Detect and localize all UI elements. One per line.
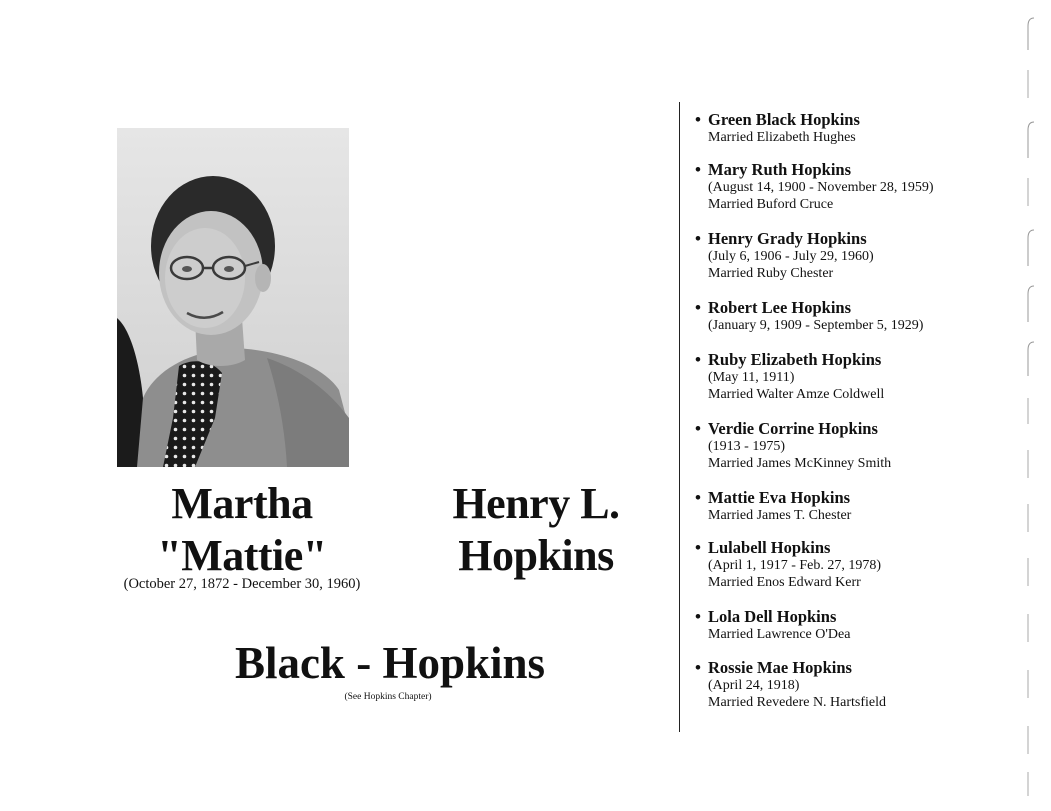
child-detail: (July 6, 1906 - July 29, 1960)	[708, 249, 874, 264]
child-name: • Lola Dell Hopkins	[708, 607, 837, 626]
portrait-photo	[117, 128, 349, 467]
child-entry	[695, 658, 1025, 711]
child-detail: (April 24, 1918)	[708, 678, 800, 693]
name-martha-line1: Martha	[171, 479, 313, 528]
child-name: • Henry Grady Hopkins	[708, 229, 867, 248]
child-entry	[695, 607, 1025, 643]
child-detail: Married Walter Amze Coldwell	[708, 387, 885, 402]
martha-dates: (October 27, 1872 - December 30, 1960)	[123, 576, 361, 592]
child-name: • Green Black Hopkins	[708, 110, 860, 129]
child-detail: (April 1, 1917 - Feb. 27, 1978)	[708, 558, 882, 573]
see-chapter-note: (See Hopkins Chapter)	[344, 692, 432, 702]
column-divider	[679, 102, 680, 732]
family-title: Black - Hopkins	[234, 638, 546, 688]
child-entry	[695, 350, 1025, 403]
name-martha-line2: "Mattie"	[157, 531, 327, 580]
child-detail: (1913 - 1975)	[708, 439, 785, 454]
child-detail: (August 14, 1900 - November 28, 1959)	[708, 180, 934, 195]
binder-edge-marks	[1024, 10, 1038, 800]
child-detail: Married Revedere N. Hartsfield	[708, 695, 887, 710]
name-henry-hopkins	[418, 478, 654, 582]
child-detail: Married Buford Cruce	[708, 197, 834, 212]
child-detail: Married Elizabeth Hughes	[708, 130, 856, 145]
child-detail: Married Lawrence O'Dea	[708, 627, 851, 642]
child-entry	[695, 110, 1025, 146]
child-detail: Married James McKinney Smith	[708, 456, 892, 471]
child-entry	[695, 538, 1025, 591]
child-entry	[695, 229, 1025, 282]
child-name: • Rossie Mae Hopkins	[708, 658, 852, 677]
child-name: • Mattie Eva Hopkins	[708, 488, 851, 507]
child-detail: Married Enos Edward Kerr	[708, 575, 861, 590]
child-name: • Ruby Elizabeth Hopkins	[708, 350, 882, 369]
child-entry	[695, 298, 1025, 334]
name-martha-mattie	[120, 478, 364, 582]
child-name: • Robert Lee Hopkins	[708, 298, 852, 317]
child-entry	[695, 160, 1025, 213]
name-henry-line1: Henry L.	[452, 479, 620, 528]
child-detail: Married James T. Chester	[708, 508, 852, 523]
children-list	[695, 110, 1025, 711]
child-name: • Verdie Corrine Hopkins	[708, 419, 878, 438]
child-name: • Mary Ruth Hopkins	[708, 160, 852, 179]
child-detail: (January 9, 1909 - September 5, 1929)	[708, 318, 924, 333]
portrait-image	[117, 128, 349, 467]
child-entry	[695, 419, 1025, 472]
name-henry-line2: Hopkins	[458, 531, 614, 580]
child-detail: Married Ruby Chester	[708, 266, 834, 281]
child-entry	[695, 488, 1025, 524]
child-detail: (May 11, 1911)	[708, 370, 795, 385]
child-name: • Lulabell Hopkins	[708, 538, 831, 557]
